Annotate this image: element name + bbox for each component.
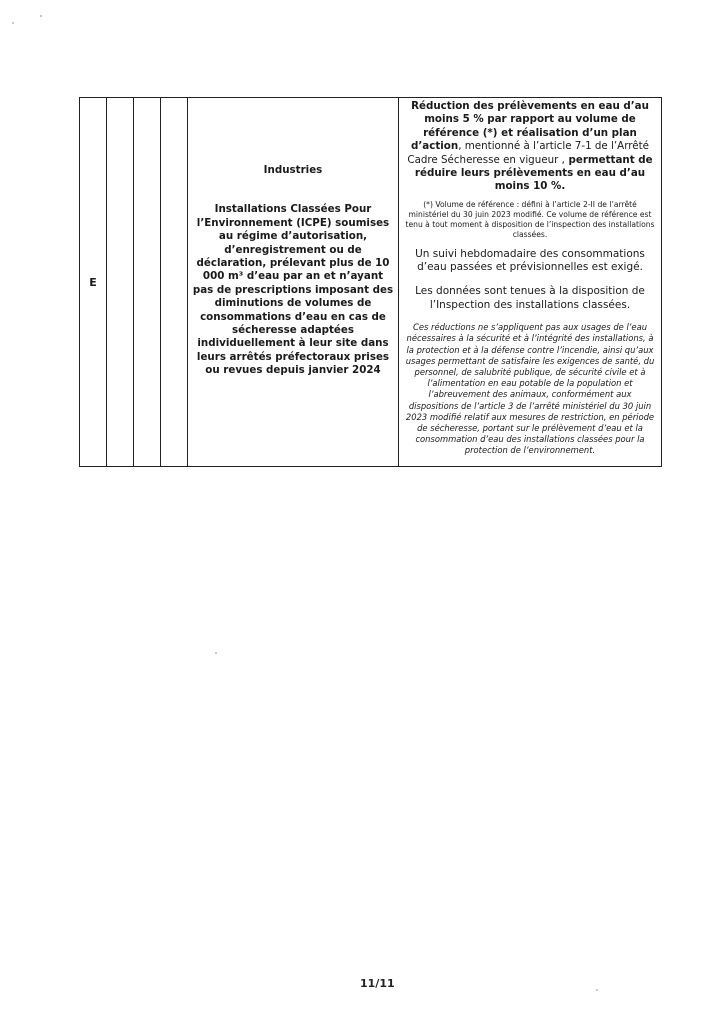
- scan-speck: [40, 15, 42, 17]
- measure-cell: [399, 98, 662, 467]
- measure-text: [405, 100, 655, 194]
- empty-cell-1: [107, 98, 134, 467]
- table-row: [80, 98, 662, 467]
- scan-speck: [215, 652, 217, 654]
- page-number: 11/11: [360, 977, 395, 990]
- sector-cell: [188, 98, 399, 467]
- availability-text: Les données sont tenues à la disposition de l’Inspection des installations classées.: [415, 285, 645, 311]
- exemptions-text: Ces réductions ne s’appliquent pas aux usages de l’eau nécessaires à la sécurité et à l’intégrité des installations, à la protection et à la défense contre l’incendie, ainsi qu’aux usages permettant de satisfaire les exigences de santé, du personnel, de salubrité publique, de sécurité civile et à l’alimentation en eau potable de la population et l’abreuvement des animaux, conformément aux dispositions de l’article 3 de l’arrêté ministériel du 30 juin 2023 modifié relatif aux mesures de restriction, en période de sécheresse, portant sur le prélèvement d’eau et la consommation d’eau des installations classées pour la protection de l’environnement.: [405, 322, 655, 456]
- scan-speck: [596, 989, 598, 991]
- reference-footnote: (*) Volume de référence : défini à l’article 2-II de l’arrêté ministériel du 30 juin 2023 modifié. Ce volume de référence est tenu à tout moment à disposition de l’inspection des installations classées.: [405, 199, 655, 239]
- measure-bold-intro: Réduction des prélèvements en eau d’au moins 5 % par rapport au volume de référence (*) et réalisation d’un plan d’action: [411, 100, 649, 153]
- level-cell: [80, 98, 107, 467]
- level-label: E: [89, 275, 97, 289]
- scan-speck: [12, 22, 14, 24]
- empty-cell-3: [161, 98, 188, 467]
- empty-cell-2: [134, 98, 161, 467]
- sector-description: Installations Classées Pour l’Environnement (ICPE) soumises au régime d’autorisation, d’enregistrement ou de déclaration, prélevant plus de 10 000 m³ d’eau par an et n’ayant pas de prescriptions imposant des diminutions de volumes de consommations d’eau en cas de sécheresse adaptées individuellement à leur site dans leurs arrêtés préfectoraux prises ou revues depuis janvier 2024: [192, 203, 394, 377]
- sector-title: Industries: [263, 164, 323, 176]
- measure-middle: , mentionné à l’article 7-1 de l’Arrêté Cadre Sécheresse en vigueur ,: [407, 140, 649, 166]
- restriction-table: [79, 97, 662, 467]
- measure-bold-outro: permettant de réduire leurs prélèvements en eau d’au moins 10 %.: [414, 153, 653, 193]
- monitoring-text: Un suivi hebdomadaire des consommations d’eau passées et prévisionnelles est exigé.: [415, 247, 645, 274]
